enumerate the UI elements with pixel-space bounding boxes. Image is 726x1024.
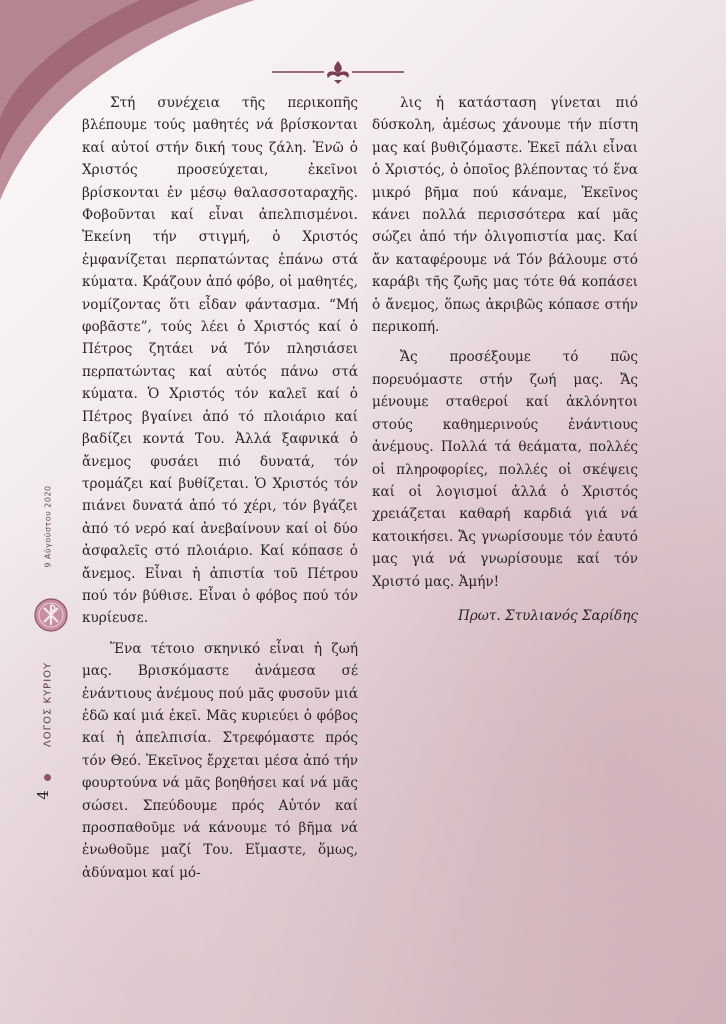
- author-signature: Πρωτ. Στυλιανός Σαρίδης: [457, 607, 638, 624]
- paragraph: Ἕνα τέτοιο σκηνικό εἶναι ἡ ζωή μας. Βρισκόμαστε ἀνάμεσα σέ ἐνάντιους ἀνέμους πού μᾶς φυσοῦν μιά ἐδῶ καί μιά ἐκεῖ. Μᾶς κυριεύει ὁ φόβος καί ἡ ἀπελπισία. Στρεφόμαστε πρός τόν Θεό. Ἐκεῖνος ἔρχεται μέσα ἀπό τήν φουρτούνα νά μᾶς βοηθήσει καί νά μᾶς σώσει. Σπεύδουμε πρός Αὐτόν καί προσπαθοῦμε νά κάνουμε τό βῆμα νά ἑνωθοῦμε μαζί Του. Εἴμαστε, ὅμως, ἀδύναμοι καί μό-: [82, 640, 358, 881]
- issue-date: 9 Αὐγούστου 2020: [43, 485, 53, 568]
- chi-rho-emblem-icon: [34, 598, 68, 632]
- left-text-column: [82, 92, 358, 892]
- page-number: 4: [33, 790, 52, 800]
- publication-title: ΛΟΓΟΣ ΚΥΡΙΟΥ: [42, 661, 54, 748]
- fleur-ornament-icon: [272, 58, 404, 86]
- paragraph: Στή συνέχεια τῆς περικοπῆς βλέπουμε τούς μαθητές νά βρίσκονται καί αὐτοί στήν δική τους ζάλη. Ἐνῶ ὁ Χριστός προσεύχεται, ἐκεῖνοι βρίσκονται ἐν μέσῳ θαλασσοταραχῆς. Φοβοῦνται καί εἶναι ἀπελπισμένοι. Ἐκείνη τήν στιγμή, ὁ Χριστός ἐμφανίζεται περπατώντας ἐπάνω στά κύματα. Κράζουν ἀπό φόβο, οἱ μαθητές, νομίζοντας ὅτι εἶδαν φάντασμα. “Μή φοβᾶστε”, τούς λέει ὁ Χριστός καί ὁ Πέτρος ζητάει νά Τόν πλησιάσει περπατώντας καί αὐτός πάνω στά κύματα. Ὁ Χριστός τόν καλεῖ καί ὁ Πέτρος βγαίνει ἀπό τό πλοιάριο καί βαδίζει κοντά Του. Ἀλλά ξαφνικά ὁ ἄνεμος φυσάει πιό δυνατά, τόν τρομάζει καί βυθίζεται. Ὁ Χριστός τόν πιάνει δυνατά ἀπό τό χέρι, τόν βγάζει ἀπό τό νερό καί ἀνεβαίνουν καί οἱ δύο ἀσφαλεῖς στό πλοιάριο. Καί κόπασε ὁ ἄνεμος. Εἶναι ἡ ἀπιστία τοῦ Πέτρου πού τόν βύθισε. Εἶναι ὁ φόβος πού τόν κυρίευσε.: [82, 95, 358, 627]
- separator-dot: [44, 774, 51, 781]
- paragraph: Ἄς προσέξουμε τό πῶς πορευόμαστε στήν ζωή μας. Ἄς μένουμε σταθεροί καί ἀκλόνητοι στούς καθημερινούς ἐνάντιους ἀνέμους. Πολλά τά θεάματα, πολλές οἱ πληροφορίες, πολλές οἱ σκέψεις καί οἱ λογισμοί ἀλλά ὁ Χριστός χρειάζεται καθαρή καρδιά γιά νά κατοικήσει. Ἄς γνωρίσουμε τόν ἑαυτό μας γιά νά γνωρίσουμε καί τόν Χριστό μας. Ἀμήν!: [372, 349, 638, 590]
- paragraph: λις ἡ κατάσταση γίνεται πιό δύσκολη, ἀμέσως χάνουμε τήν πίστη μας καί βυθιζόμαστε. Ἐκεῖ πάλι εἶναι ὁ Χριστός, ὁ ὁποῖος βλέποντας τό ἕνα μικρό βῆμα πού κάναμε, Ἐκεῖνος κάνει πολλά περισσότερα καί μᾶς σώζει ἀπό τήν ὀλιγοπιστία μας. Καί ἄν καταφέρουμε νά Τόν βάλουμε στό καράβι τῆς ζωῆς μας τότε θά κοπάσει ὁ ἄνεμος, ὅπως ἀκριβῶς κόπασε στήν περικοπή.: [372, 95, 638, 336]
- right-text-column: [372, 92, 638, 635]
